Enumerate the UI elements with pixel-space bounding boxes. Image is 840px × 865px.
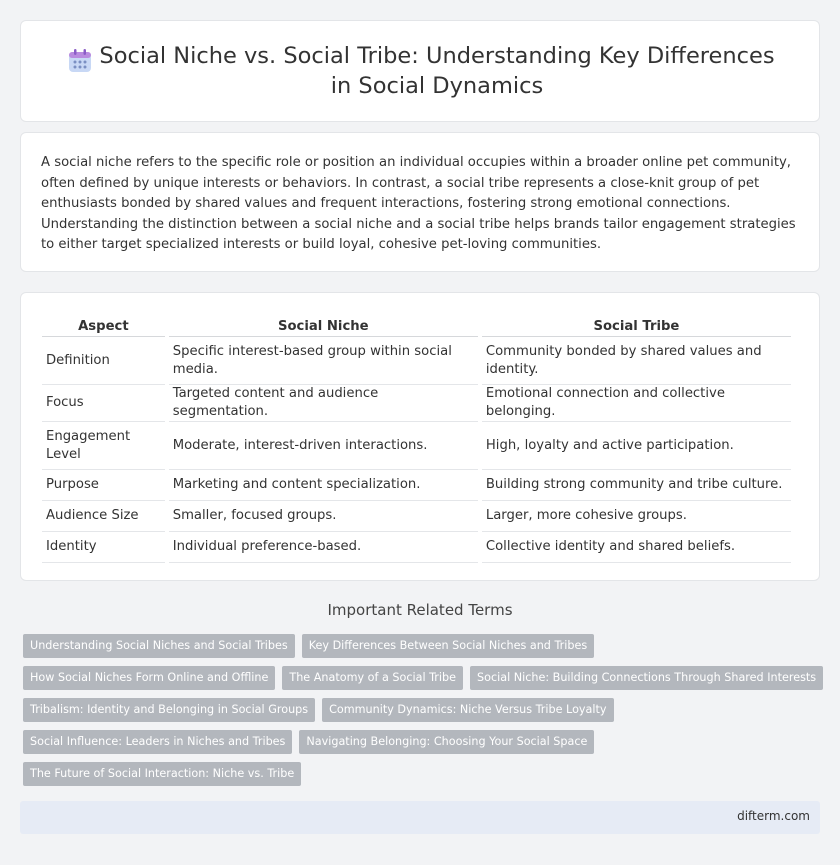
- intro-card: [20, 132, 820, 272]
- table-cell-niche: Specific interest-based group within social media.: [169, 337, 478, 385]
- intro-paragraph: A social niche refers to the specific role or position an individual occupies within a broader online pet community, often defined by unique interests or behaviors. In contrast, a social tribe represents a close-knit group of pet enthusiasts bonded by shared values and frequent interactions, fostering strong emotional connections. Understanding the distinction between a social niche and a social tribe helps brands tailor engagement strategies to either target specialized interests or build loyal, cohesive pet-loving communities.: [41, 155, 796, 252]
- table-row: [42, 501, 791, 532]
- table-cell-tribe: Larger, more cohesive groups.: [482, 501, 791, 532]
- column-header-social-niche: Social Niche: [169, 311, 478, 337]
- table-cell-aspect: Engagement Level: [42, 422, 165, 470]
- table-cell-aspect: Purpose: [42, 470, 165, 501]
- table-cell-aspect: Focus: [42, 385, 165, 422]
- table-row: [42, 422, 791, 470]
- table-cell-niche: Smaller, focused groups.: [169, 501, 478, 532]
- table-row: [42, 532, 791, 563]
- table-cell-tribe: Collective identity and shared beliefs.: [482, 532, 791, 563]
- table-header-row: [42, 311, 791, 337]
- footer-site-link[interactable]: difterm.com: [737, 809, 810, 823]
- related-term-tag[interactable]: Social Influence: Leaders in Niches and Tribes: [23, 730, 292, 754]
- related-term-tag[interactable]: Understanding Social Niches and Social Tribes: [23, 634, 295, 658]
- footer: [20, 801, 820, 834]
- table-cell-aspect: Definition: [42, 337, 165, 385]
- page-title: Social Niche vs. Social Tribe: Understanding Key Differences in Social Dynamics: [99, 43, 775, 99]
- related-term-tag[interactable]: The Future of Social Interaction: Niche vs. Tribe: [23, 762, 301, 786]
- comparison-table: [38, 311, 795, 563]
- related-term-tag[interactable]: The Anatomy of a Social Tribe: [282, 666, 463, 690]
- comparison-table-card: [20, 292, 820, 581]
- header-card: [20, 20, 820, 122]
- column-header-aspect: Aspect: [42, 311, 165, 337]
- related-term-tag[interactable]: Community Dynamics: Niche Versus Tribe Loyalty: [322, 698, 613, 722]
- table-row: [42, 337, 791, 385]
- related-term-tag[interactable]: How Social Niches Form Online and Offline: [23, 666, 275, 690]
- table-cell-aspect: Audience Size: [42, 501, 165, 532]
- related-term-tag[interactable]: Key Differences Between Social Niches and Tribes: [302, 634, 594, 658]
- table-cell-niche: Individual preference-based.: [169, 532, 478, 563]
- table-cell-niche: Marketing and content specialization.: [169, 470, 478, 501]
- column-header-social-tribe: Social Tribe: [482, 311, 791, 337]
- table-cell-tribe: Building strong community and tribe culture.: [482, 470, 791, 501]
- table-row: [42, 385, 791, 422]
- related-terms-list: [23, 634, 817, 794]
- related-term-tag[interactable]: Navigating Belonging: Choosing Your Social Space: [299, 730, 594, 754]
- related-term-tag[interactable]: Social Niche: Building Connections Through Shared Interests: [470, 666, 823, 690]
- table-row: [42, 470, 791, 501]
- related-term-tag[interactable]: Tribalism: Identity and Belonging in Social Groups: [23, 698, 315, 722]
- table-cell-tribe: Emotional connection and collective belonging.: [482, 385, 791, 422]
- related-terms-heading: Important Related Terms: [327, 601, 513, 619]
- table-cell-niche: Moderate, interest-driven interactions.: [169, 422, 478, 470]
- table-cell-tribe: High, loyalty and active participation.: [482, 422, 791, 470]
- table-cell-tribe: Community bonded by shared values and identity.: [482, 337, 791, 385]
- table-cell-aspect: Identity: [42, 532, 165, 563]
- table-cell-niche: Targeted content and audience segmentation.: [169, 385, 478, 422]
